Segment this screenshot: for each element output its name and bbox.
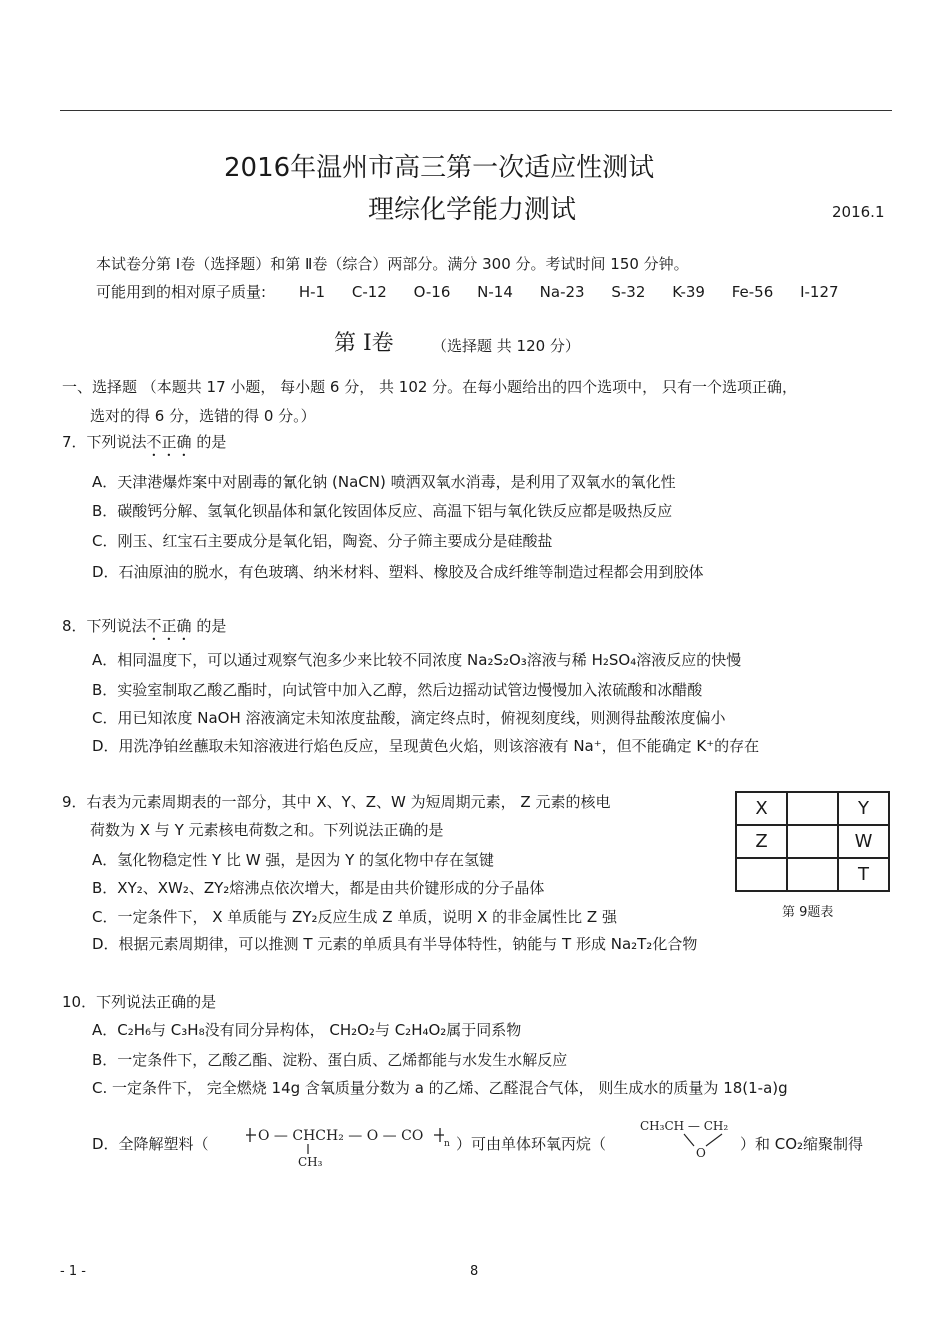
q10-option-d-part3: ）和 CO₂缩聚制得 bbox=[740, 1135, 864, 1153]
q7-option-d: D．石油原油的脱水，有色玻璃、纳米材料、塑料、橡胶及合成纤维等制造过程都会用到胶体 bbox=[92, 563, 704, 581]
table-caption: 第 9题表 bbox=[782, 905, 834, 920]
q7-emphasis: 不正确 bbox=[146, 433, 192, 451]
question-7-stem bbox=[62, 432, 226, 460]
q8-option-c: C．用已知浓度 NaOH 溶液滴定未知浓度盐酸，滴定终点时，俯视刻度线，则测得盐酸浓度偏小 bbox=[92, 709, 726, 727]
q8-option-d: D．用洗净铂丝蘸取未知溶液进行焰色反应，呈现黄色火焰，则该溶液有 Na⁺，但不能确定 K⁺的存在 bbox=[92, 737, 760, 755]
table-cell-empty bbox=[736, 858, 787, 891]
epoxide-bond-right bbox=[706, 1134, 722, 1146]
table-cell-empty bbox=[787, 792, 838, 825]
periodic-table-fragment bbox=[735, 791, 890, 892]
q7-option-c: C．刚玉、红宝石主要成分是氧化铝，陶瓷、分子筛主要成分是硅酸盐 bbox=[92, 532, 553, 550]
q9-option-d: D．根据元素周期律，可以推测 T 元素的单质具有半导体特性，钠能与 T 形成 Na₂T₂化合物 bbox=[92, 935, 698, 953]
page-number-left: - 1 - bbox=[60, 1264, 86, 1279]
q8-suffix: 的是 bbox=[191, 617, 227, 635]
q7-suffix: 的是 bbox=[191, 433, 227, 451]
polymer-branch: CH₃ bbox=[298, 1155, 323, 1168]
part1-title: 第 Ⅰ卷 bbox=[334, 331, 394, 356]
exam-title: 2016年温州市高三第一次适应性测试 bbox=[224, 153, 655, 183]
mass-s: S-32 bbox=[611, 283, 646, 301]
polymer-main-chain: O — CHCH₂ — O — CO bbox=[258, 1128, 424, 1144]
table-cell-y: Y bbox=[838, 792, 889, 825]
question-9-stem: 9．右表为元素周期表的一部分，其中 X、Y、Z、W 为短周期元素， Z 元素的核电 bbox=[62, 793, 611, 811]
epoxide-oxygen: O bbox=[696, 1146, 706, 1160]
exam-subtitle: 理综化学能力测试 bbox=[368, 195, 577, 225]
q7-option-a: A．天津港爆炸案中对剧毒的氰化钠 (NaCN) 喷洒双氧水消毒，是利用了双氧水的氧化性 bbox=[92, 473, 676, 491]
mass-n: N-14 bbox=[477, 283, 513, 301]
q9-option-b: B．XY₂、XW₂、ZY₂熔沸点依次增大，都是由共价键形成的分子晶体 bbox=[92, 879, 545, 897]
table-cell-empty bbox=[787, 858, 838, 891]
q8-emphasis: 不正确 bbox=[146, 617, 192, 635]
mass-k: K-39 bbox=[672, 283, 705, 301]
section-instructions-cont: 选对的得 6 分，选错的得 0 分。） bbox=[90, 407, 316, 425]
question-8-stem bbox=[62, 616, 226, 644]
q10-option-c: C. 一定条件下， 完全燃烧 14g 含氧质量分数为 a 的乙烯、乙醛混合气体， 则生成水的质量为 18(1-a)g bbox=[92, 1079, 788, 1097]
q7-prefix: 7．下列说法 bbox=[62, 433, 147, 451]
q10-option-b: B．一定条件下，乙酸乙酯、淀粉、蛋白质、乙烯都能与水发生水解反应 bbox=[92, 1051, 568, 1069]
table-cell-w: W bbox=[838, 825, 889, 858]
table-cell-t: T bbox=[838, 858, 889, 891]
mass-fe: Fe-56 bbox=[731, 283, 774, 301]
epoxide-chain: CH₃CH — CH₂ bbox=[640, 1119, 729, 1133]
polymer-structure bbox=[246, 1116, 456, 1168]
mass-o: O-16 bbox=[413, 283, 451, 301]
question-10-stem: 10．下列说法正确的是 bbox=[62, 993, 217, 1011]
page-number-center: 8 bbox=[470, 1264, 479, 1279]
epoxide-structure bbox=[636, 1114, 736, 1160]
mass-c: C-12 bbox=[351, 283, 387, 301]
mass-na: Na-23 bbox=[539, 283, 585, 301]
section-instructions: 一、选择题 （本题共 17 小题， 每小题 6 分， 共 102 分。在每小题给出的四个选项中， 只有一个选项正确， bbox=[62, 378, 797, 396]
q10-option-d-part2: ）可由单体环氧丙烷（ bbox=[456, 1135, 607, 1153]
q8-prefix: 8．下列说法 bbox=[62, 617, 147, 635]
table-cell-x: X bbox=[736, 792, 787, 825]
part1-subtitle: （选择题 共 120 分） bbox=[432, 337, 580, 355]
polymer-n: n bbox=[444, 1139, 450, 1149]
q8-option-a: A．相同温度下，可以通过观察气泡多少来比较不同浓度 Na₂S₂O₃溶液与稀 H₂SO₄溶液反应的快慢 bbox=[92, 651, 742, 669]
q9-option-a: A．氢化物稳定性 Y 比 W 强，是因为 Y 的氢化物中存在氢键 bbox=[92, 851, 495, 869]
q7-option-b: B．碳酸钙分解、氢氧化钡晶体和氯化铵固体反应、高温下铝与氧化铁反应都是吸热反应 bbox=[92, 502, 673, 520]
atomic-mass-line bbox=[96, 282, 839, 302]
q9-option-c: C．一定条件下， X 单质能与 ZY₂反应生成 Z 单质，说明 X 的非金属性比 Z 强 bbox=[92, 908, 617, 926]
q8-option-b: B．实验室制取乙酸乙酯时，向试管中加入乙醇，然后边摇动试管边慢慢加入浓硫酸和冰醋酸 bbox=[92, 681, 703, 699]
header-rule bbox=[60, 110, 892, 111]
mass-i: I-127 bbox=[800, 283, 839, 301]
exam-date: 2016.1 bbox=[832, 203, 885, 221]
table-cell-empty bbox=[787, 825, 838, 858]
mass-h: H-1 bbox=[298, 283, 326, 301]
epoxide-bond-left bbox=[684, 1134, 694, 1146]
intro-line: 本试卷分第 Ⅰ卷（选择题）和第 Ⅱ卷（综合）两部分。满分 300 分。考试时间 150 分钟。 bbox=[96, 255, 689, 273]
q10-option-d-part1: D．全降解塑料（ bbox=[92, 1135, 209, 1153]
question-9-stem-cont: 荷数为 X 与 Y 元素核电荷数之和。下列说法正确的是 bbox=[90, 821, 444, 839]
atomic-mass-label: 可能用到的相对原子质量: bbox=[96, 283, 267, 301]
table-cell-z: Z bbox=[736, 825, 787, 858]
q10-option-a: A．C₂H₆与 C₃H₈没有同分异构体， CH₂O₂与 C₂H₄O₂属于同系物 bbox=[92, 1021, 522, 1039]
